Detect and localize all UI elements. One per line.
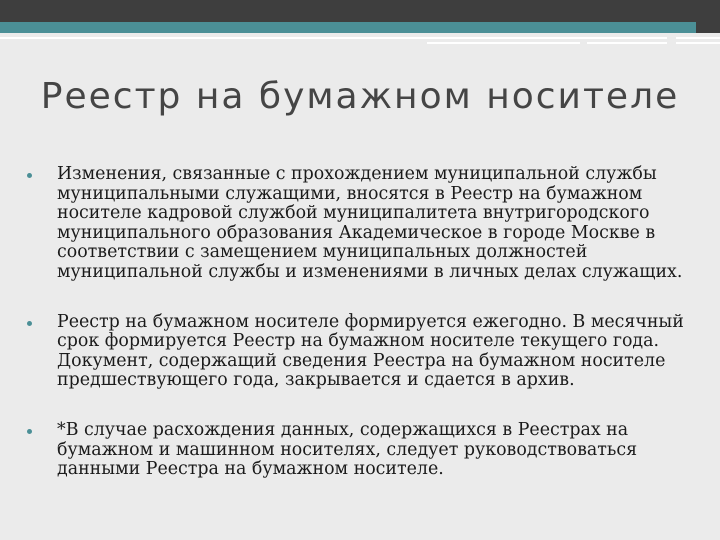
top-accent-bar-end xyxy=(696,22,720,33)
bullet-text: Изменения, связанные с прохождением муниципальной службы муниципальными служащими, вносятся в Реестр на бумажном носителе кадровой службой муниципалитета внутригородского муниципального образования Академическое в городе Москве в соответствии с замещением муниципальных должностей муниципальной службы и изменениями в личных делах служащих. xyxy=(57,164,683,282)
bullet-list xyxy=(27,165,687,510)
bullet-text: Реестр на бумажном носителе формируется ежегодно. В месячный срок формируется Реестр на бумажном носителе текущего года. Документ, содержащий сведения Реестра на бумажном носителе предшествующего года, закрывается и сдается в архив. xyxy=(57,311,684,391)
bullet-dot-icon xyxy=(27,173,32,178)
bullet-dot-icon xyxy=(27,429,32,434)
decorative-line xyxy=(676,42,720,44)
decorative-line xyxy=(0,37,667,39)
decorative-line xyxy=(427,42,580,44)
bullet-item xyxy=(27,165,687,283)
decorative-line xyxy=(676,37,720,39)
top-accent-bar xyxy=(0,22,696,33)
slide-title: Реестр на бумажном носителе xyxy=(40,76,680,117)
bullet-text: *В случае расхождения данных, содержащихся в Реестрах на бумажном и машинном носителях, следует руководствоваться данными Реестра на бумажном носителе. xyxy=(57,419,638,480)
bullet-dot-icon xyxy=(27,321,32,326)
bullet-item xyxy=(27,313,687,391)
bullet-item xyxy=(27,421,687,480)
decorative-line xyxy=(587,42,667,44)
